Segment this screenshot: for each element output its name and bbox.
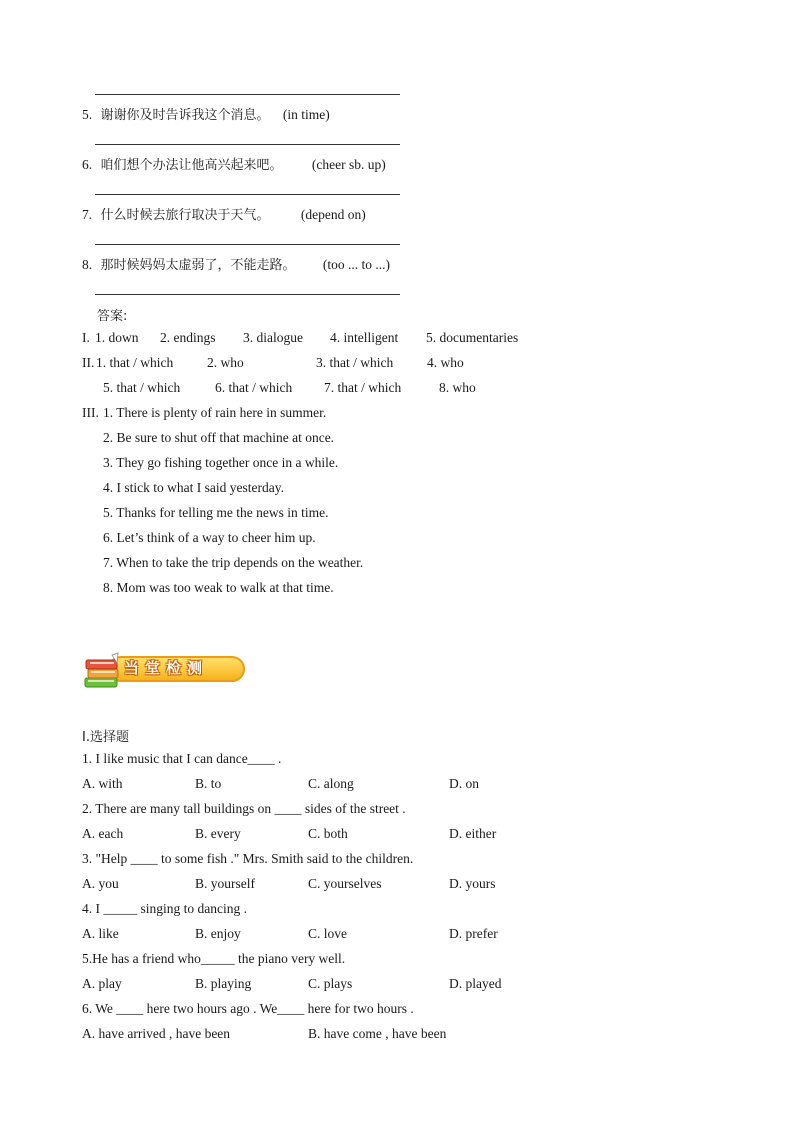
answer-item: 5. documentaries	[426, 330, 519, 345]
answer-sentence: 7. When to take the trip depends on the weather.	[103, 555, 364, 570]
answer-item: 4. intelligent	[330, 330, 399, 345]
option: A. you	[82, 876, 119, 891]
option: C. love	[308, 926, 347, 941]
option: A. have arrived , have been	[82, 1026, 231, 1041]
answer-sentence: 6. Let’s think of a way to cheer him up.	[103, 530, 316, 545]
answer-item: 2. who	[207, 355, 244, 370]
answer-item: 5. that / which	[103, 380, 181, 395]
item-text: 那时候妈妈太虚弱了，不能走路。	[100, 258, 296, 273]
item-hint: (in time)	[282, 107, 330, 122]
option: D. on	[449, 776, 479, 791]
item-number: 5.	[82, 107, 93, 122]
translation-item	[82, 204, 366, 223]
answer-item: 1. that / which	[96, 355, 174, 370]
answer-item: 7. that / which	[324, 380, 402, 395]
option: C. yourselves	[308, 876, 382, 891]
translation-item	[82, 154, 386, 173]
answers-heading: 答案:	[97, 309, 128, 324]
answer-item: 6. that / which	[215, 380, 293, 395]
answers-part2-label: II.	[82, 355, 95, 370]
option: D. either	[449, 826, 497, 841]
item-number: 8.	[82, 257, 93, 272]
option: D. yours	[449, 876, 496, 891]
section-badge	[82, 651, 247, 691]
books-icon	[82, 651, 126, 693]
item-hint: (depend on)	[300, 207, 366, 222]
item-number: 6.	[82, 157, 93, 172]
answer-sentence: 8. Mom was too weak to walk at that time.	[103, 580, 334, 595]
option: B. yourself	[195, 876, 255, 891]
option: B. to	[195, 776, 222, 791]
quiz-heading: I.选择题	[82, 730, 129, 745]
item-hint: (cheer sb. up)	[311, 157, 386, 172]
item-text: 什么时候去旅行取决于天气。	[100, 208, 270, 223]
answer-item: 4. who	[427, 355, 464, 370]
option: C. plays	[308, 976, 353, 991]
answer-sentence: 2. Be sure to shut off that machine at once.	[103, 430, 335, 445]
question-text: 4. I _____ singing to dancing .	[82, 901, 247, 916]
answers-part1-label: I.	[82, 330, 90, 345]
answer-item: 1. down	[95, 330, 139, 345]
answer-item: 3. that / which	[316, 355, 394, 370]
item-hint: (too ... to ...)	[322, 257, 391, 272]
question-text: 5.He has a friend who_____ the piano very well.	[82, 951, 346, 966]
translation-item	[82, 104, 330, 123]
question-text: 1. I like music that I can dance____ .	[82, 751, 282, 766]
answer-item: 8. who	[439, 380, 476, 395]
answer-line	[95, 244, 400, 245]
option: C. both	[308, 826, 348, 841]
answer-line	[95, 144, 400, 145]
question-text: 2. There are many tall buildings on ____ sides of the street .	[82, 801, 406, 816]
question-text: 6. We ____ here two hours ago . We____ here for two hours .	[82, 1001, 414, 1016]
item-text: 咱们想个办法让他高兴起来吧。	[100, 158, 283, 173]
item-text: 谢谢你及时告诉我这个消息。	[100, 108, 270, 123]
option: B. enjoy	[195, 926, 241, 941]
answer-sentence: 1. There is plenty of rain here in summer.	[103, 405, 327, 420]
option: C. along	[308, 776, 354, 791]
answer-item: 2. endings	[160, 330, 216, 345]
option: B. playing	[195, 976, 252, 991]
question-text: 3. "Help ____ to some fish ." Mrs. Smith said to the children.	[82, 851, 414, 866]
translation-item	[82, 254, 390, 273]
option: B. every	[195, 826, 241, 841]
answer-line	[95, 294, 400, 295]
option: A. with	[82, 776, 123, 791]
answer-sentence: 3. They go fishing together once in a while.	[103, 455, 339, 470]
option: B. have come , have been	[308, 1026, 447, 1041]
option: A. each	[82, 826, 124, 841]
item-number: 7.	[82, 207, 93, 222]
answer-line	[95, 194, 400, 195]
answers-part3-label: III.	[82, 405, 99, 420]
answer-item: 3. dialogue	[243, 330, 303, 345]
option: A. play	[82, 976, 122, 991]
option: D. played	[449, 976, 502, 991]
option: D. prefer	[449, 926, 498, 941]
answer-line	[95, 94, 400, 95]
answer-sentence: 5. Thanks for telling me the news in time.	[103, 505, 329, 520]
badge-title: 当堂检测	[124, 659, 209, 677]
option: A. like	[82, 926, 119, 941]
answer-sentence: 4. I stick to what I said yesterday.	[103, 480, 284, 495]
